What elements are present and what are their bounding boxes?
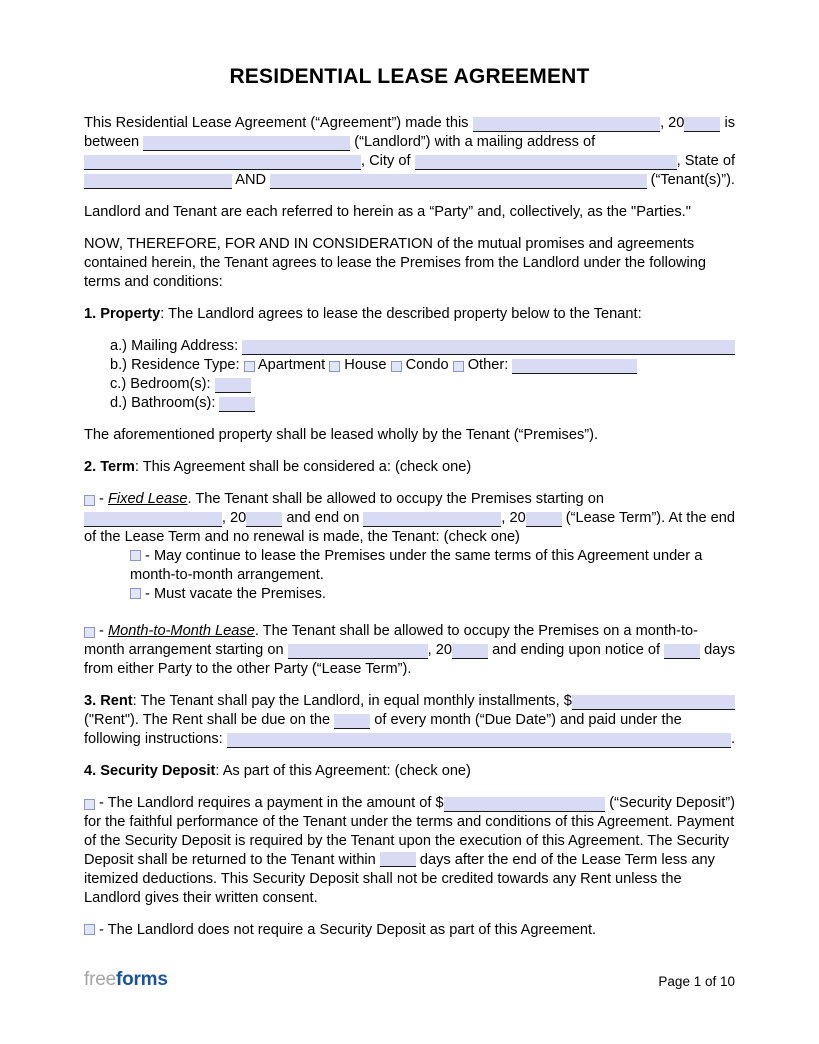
- other-checkbox[interactable]: [453, 361, 464, 372]
- parties-clause: [84, 203, 735, 222]
- text-run: - Must vacate the Premises.: [141, 586, 326, 602]
- text-run: . The Tenant shall be allowed to occupy the Premises starting on: [187, 491, 604, 507]
- text-line: [110, 337, 735, 356]
- text-line: [84, 114, 735, 133]
- text-run: : The Landlord agrees to lease the described property below to the Tenant:: [160, 306, 642, 322]
- house-checkbox[interactable]: [329, 361, 340, 372]
- property-item-residence-type: [84, 356, 735, 375]
- security-deposit-required-clause: [84, 794, 735, 813]
- text-flow: [84, 426, 735, 445]
- text-run: - The Landlord does not require a Security Deposit as part of this Agreement.: [95, 922, 597, 938]
- text-run: - The Landlord requires a payment in the amount of $: [95, 795, 444, 811]
- text-line: [84, 660, 735, 679]
- logo-forms-text: forms: [115, 969, 168, 990]
- fixed-end-date-field[interactable]: [363, 512, 501, 527]
- notice-days-field[interactable]: [664, 644, 700, 659]
- text-run: . The Tenant shall be allowed to occupy the Premises on a month-to-: [254, 623, 699, 639]
- no-security-deposit-clause: [84, 921, 735, 940]
- text-run: 4. Security Deposit: [84, 763, 216, 779]
- no-deposit-checkbox[interactable]: [84, 924, 95, 935]
- text-line: [84, 622, 735, 641]
- text-run: : As part of this Agreement: (check one): [215, 763, 471, 779]
- text-line: [84, 171, 735, 190]
- date-made-field[interactable]: [473, 117, 661, 132]
- text-line: [84, 711, 735, 730]
- rent-clause: [84, 692, 735, 749]
- month-to-month-lease-checkbox[interactable]: [84, 627, 95, 638]
- text-flow: [84, 921, 735, 940]
- text-line: [84, 509, 735, 528]
- text-run: AND: [232, 172, 271, 188]
- mtm-start-year-field[interactable]: [452, 644, 488, 659]
- text-run: ("Rent"). The Rent shall be due on the: [84, 712, 335, 728]
- text-run: b.) Residence Type:: [110, 357, 244, 373]
- text-run: month arrangement starting on: [84, 642, 288, 658]
- text-line: [84, 692, 735, 711]
- text-run: NOW, THEREFORE, FOR AND IN CONSIDERATION of the mutual promises and agreements contained herein, the Tenant agrees to lease the Premises from the Landlord under the following terms and conditions:: [84, 236, 706, 290]
- text-run: between: [84, 134, 144, 150]
- year-made-field[interactable]: [684, 117, 720, 132]
- text-run: This Residential Lease Agreement (“Agreement”) made this: [84, 115, 473, 131]
- text-line: [84, 490, 735, 509]
- text-run: a.) Mailing Address:: [110, 338, 243, 354]
- text-line: [84, 730, 735, 749]
- text-run: -: [95, 491, 108, 507]
- text-run: days: [700, 642, 735, 658]
- property-item-mailing-address: [84, 337, 735, 356]
- text-line: [84, 133, 735, 152]
- landlord-street-address-field[interactable]: [84, 155, 361, 170]
- text-run: (“Landlord”) with a mailing address of: [350, 134, 596, 150]
- landlord-name-field[interactable]: [143, 136, 350, 151]
- text-run: for the faithful performance of the Tenant under the terms and conditions of this Agreement. Payment of the Security Deposit is required by the Tenant upon the execution of this Agreement. The Security Deposit shall be returned to the Tenant within: [84, 814, 735, 868]
- text-run: , 20: [221, 510, 247, 526]
- property-item-bedrooms: [84, 375, 735, 394]
- text-run: 2. Term: [84, 459, 135, 475]
- fixed-lease-checkbox[interactable]: [84, 495, 95, 506]
- text-run: and ending upon notice of: [488, 642, 665, 658]
- text-run: : The Tenant shall pay the Landlord, in equal monthly installments, $: [132, 693, 572, 709]
- fixed-start-year-field[interactable]: [246, 512, 282, 527]
- property-mailing-address-field[interactable]: [242, 340, 735, 355]
- text-run: days after the end of the Lease Term less any itemized deductions. This Security Deposit shall not be credited towards any Rent unless the Landlord gives their written consent.: [84, 852, 715, 906]
- bathrooms-field[interactable]: [219, 397, 255, 412]
- tenant-names-field[interactable]: [270, 174, 646, 189]
- text-run: Other:: [463, 357, 513, 373]
- text-run: Landlord and Tenant are each referred to herein as a “Party” and, collectively, as the "Parties.": [84, 204, 691, 220]
- text-run: , 20: [660, 115, 685, 131]
- text-run: Apartment: [254, 357, 330, 373]
- property-item-bathrooms: [84, 394, 735, 413]
- must-vacate-checkbox[interactable]: [130, 588, 141, 599]
- logo-free-text: free: [84, 969, 116, 990]
- document-clauses: [84, 114, 735, 940]
- deposit-amount-field[interactable]: [444, 797, 606, 812]
- deposit-required-checkbox[interactable]: [84, 799, 95, 810]
- text-run: (“Security Deposit”): [605, 795, 735, 811]
- month-to-month-clause: [84, 622, 735, 679]
- property-heading: [84, 305, 735, 324]
- intro-clause: [84, 114, 735, 190]
- city-field[interactable]: [415, 155, 677, 170]
- state-field[interactable]: [84, 174, 232, 189]
- text-run: 1. Property: [84, 306, 161, 322]
- document-body: [84, 64, 735, 953]
- text-run: (“Lease Term”). At the end: [561, 510, 736, 526]
- premises-clause: [84, 426, 735, 445]
- fixed-end-year-field[interactable]: [526, 512, 562, 527]
- page-footer: [84, 970, 735, 990]
- condo-checkbox[interactable]: [391, 361, 402, 372]
- text-flow: [84, 458, 735, 477]
- text-run: : This Agreement shall be considered a: (check one): [134, 459, 472, 475]
- text-line: [110, 394, 735, 413]
- text-run: .: [730, 731, 735, 747]
- rent-due-day-field[interactable]: [334, 714, 370, 729]
- text-flow: [84, 235, 735, 292]
- text-run: of every month (“Due Date”) and paid under the: [370, 712, 682, 728]
- fixed-start-date-field[interactable]: [84, 512, 222, 527]
- rent-amount-field[interactable]: [572, 695, 735, 710]
- text-flow: [84, 203, 735, 222]
- other-residence-type-field[interactable]: [512, 359, 637, 374]
- text-flow: [130, 585, 735, 604]
- deposit-return-days-field[interactable]: [380, 852, 416, 867]
- text-flow: [84, 305, 735, 324]
- text-line: [84, 152, 735, 171]
- fixed-lease-clause: [84, 490, 735, 547]
- term-heading: [84, 458, 735, 477]
- continue-month-to-month-checkbox[interactable]: [130, 550, 141, 561]
- text-run: is: [720, 115, 735, 131]
- text-flow: [84, 813, 735, 908]
- payment-instructions-field[interactable]: [227, 733, 731, 748]
- document-title: RESIDENTIAL LEASE AGREEMENT: [229, 65, 590, 88]
- text-run: d.) Bathroom(s):: [110, 395, 220, 411]
- text-flow: [84, 762, 735, 781]
- text-flow: [130, 547, 735, 585]
- security-deposit-heading: [84, 762, 735, 781]
- mtm-start-date-field[interactable]: [288, 644, 428, 659]
- text-run: -: [95, 623, 108, 639]
- text-line: [84, 641, 735, 660]
- text-run: and end on: [282, 510, 364, 526]
- text-run: Condo: [401, 357, 453, 373]
- text-run: , 20: [427, 642, 453, 658]
- text-run: , State of: [676, 153, 736, 169]
- text-line: [84, 794, 735, 813]
- text-run: House: [340, 357, 391, 373]
- text-run: from either Party to the other Party (“Lease Term”).: [84, 661, 412, 677]
- underlined-term: Fixed Lease: [107, 491, 188, 507]
- consideration-clause: [84, 235, 735, 292]
- text-line: [84, 528, 735, 547]
- page-number: Page 1 of 10: [658, 974, 735, 989]
- security-deposit-required-body: [84, 813, 735, 908]
- fixed-lease-option-continue: [84, 547, 735, 585]
- freeforms-logo: [84, 970, 168, 990]
- text-run: following instructions:: [84, 731, 227, 747]
- text-line: [110, 356, 735, 375]
- text-run: 3. Rent: [84, 693, 133, 709]
- fixed-lease-option-vacate: [84, 585, 735, 604]
- underlined-term: Month-to-Month Lease: [107, 623, 255, 639]
- text-run: - May continue to lease the Premises under the same terms of this Agreement under a month-to-month arrangement.: [130, 548, 703, 583]
- text-run: (“Tenant(s)”).: [646, 172, 735, 188]
- text-line: [110, 375, 735, 394]
- text-run: The aforementioned property shall be leased wholly by the Tenant (“Premises”).: [84, 427, 599, 443]
- text-run: of the Lease Term and no renewal is made, the Tenant: (check one): [84, 529, 520, 545]
- bedrooms-field[interactable]: [215, 378, 251, 393]
- text-run: c.) Bedroom(s):: [110, 376, 215, 392]
- text-run: , 20: [501, 510, 526, 526]
- apartment-checkbox[interactable]: [244, 361, 255, 372]
- text-run: , City of: [361, 153, 415, 169]
